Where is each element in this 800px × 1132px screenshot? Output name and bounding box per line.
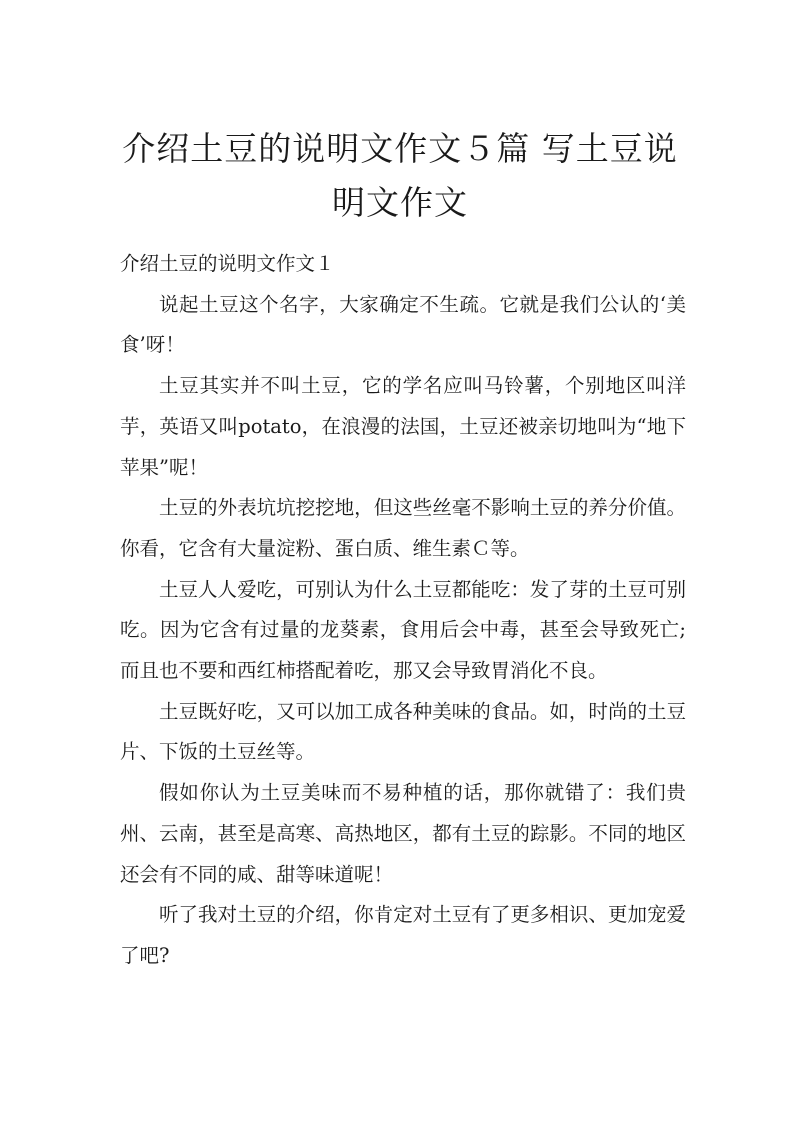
section-heading: 介绍土豆的说明文作文１ <box>120 252 335 275</box>
document-title: 介绍土豆的说明文作文５篇 写土豆说明文作文 <box>122 129 678 222</box>
paragraph-5: 土豆既好吃，又可以加工成各种美味的食品。如，时尚的土豆片、下饭的土豆丝等。 <box>120 699 686 764</box>
paragraph-2: 土豆其实并不叫土豆，它的学名应叫马铃薯，个别地区叫洋芋，英语又叫potato，在浪漫的法国，土豆还被亲切地叫为“地下苹果”呢！ <box>120 374 686 479</box>
paragraph-6: 假如你认为土豆美味而不易种植的话，那你就错了：我们贵州、云南，甚至是高寒、高热地区，都有土豆的踪影。不同的地区还会有不同的咸、甜等味道呢！ <box>120 781 686 886</box>
paragraph-3: 土豆的外表坑坑挖挖地，但这些丝毫不影响土豆的养分价值。你看，它含有大量淀粉、蛋白质、维生素Ｃ等。 <box>120 496 686 560</box>
paragraph-1: 说起土豆这个名字，大家确定不生疏。它就是我们公认的‘美食’呀！ <box>120 292 686 357</box>
paragraph-4: 土豆人人爱吃，可别认为什么土豆都能吃：发了芽的土豆可别吃。因为它含有过量的龙葵素，食用后会中毒，甚至会导致死亡;而且也不要和西红柿搭配着吃，那又会导致胃消化不良。 <box>120 577 686 683</box>
paragraph-7: 听了我对土豆的介绍，你肯定对土豆有了更多相识、更加宠爱了吧? <box>120 903 686 967</box>
document-body <box>120 244 686 977</box>
